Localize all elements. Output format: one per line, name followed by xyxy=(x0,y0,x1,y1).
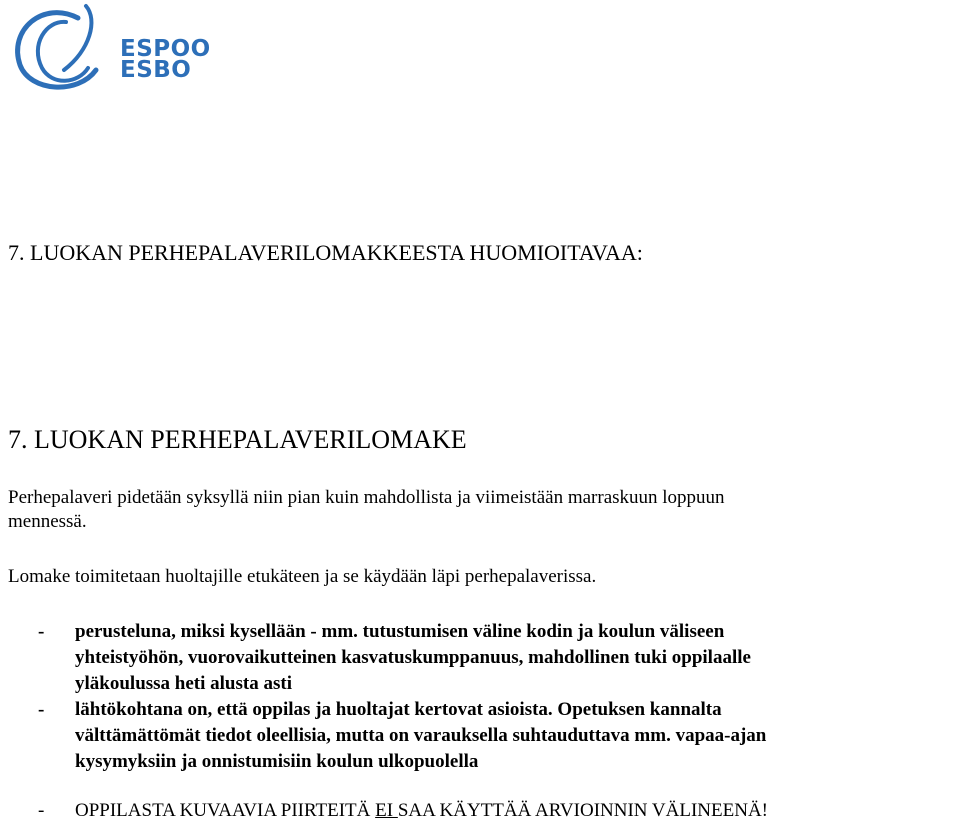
logo-line-esbo: ESBO xyxy=(120,57,192,83)
warning-line xyxy=(75,800,768,822)
warning-text-before: OPPILASTA KUVAAVIA PIIRTEITÄ xyxy=(75,800,376,821)
bullet-dash-1: - xyxy=(38,621,45,642)
espoo-logo xyxy=(8,0,211,100)
delivery-note: Lomake toimitetaan huoltajille etukäteen ja se käydään läpi perhepalaverissa. xyxy=(8,566,597,587)
bullet1-line-2: yhteistyöhön, vuorovaikutteinen kasvatuskumppanuus, mahdollinen tuki oppilaalle xyxy=(75,647,751,668)
bullet-dash-3: - xyxy=(38,800,45,821)
logo-line-espoo: ESPOO xyxy=(120,36,211,62)
bullet2-line-3: kysymyksiin ja onnistumisiin koulun ulkopuolella xyxy=(75,751,479,772)
warning-ei-underlined: EI xyxy=(375,800,398,821)
bullet1-line-3: yläkoulussa heti alusta asti xyxy=(75,673,292,694)
espoo-swirl-icon xyxy=(8,0,118,100)
bullet-dash-2: - xyxy=(38,699,45,720)
intro-line-2: mennessä. xyxy=(8,511,87,532)
intro-line-1: Perhepalaveri pidetään syksyllä niin pian kuin mahdollista ja viimeistään marraskuun loppuun xyxy=(8,487,725,508)
bullet1-line-1: perusteluna, miksi kysellään - mm. tutustumisen väline kodin ja koulun väliseen xyxy=(75,621,725,642)
form-title: 7. LUOKAN PERHEPALAVERILOMAKE xyxy=(8,425,467,454)
bullet2-line-1: lähtökohtana on, että oppilas ja huoltajat kertovat asioista. Opetuksen kannalta xyxy=(75,699,722,720)
section-heading-notes: 7. LUOKAN PERHEPALAVERILOMAKKEESTA HUOMIOITAVAA: xyxy=(8,240,643,265)
logo-wordmark xyxy=(120,36,211,83)
bullet2-line-2: välttämättömät tiedot oleellisia, mutta on varauksella suhtauduttava mm. vapaa-ajan xyxy=(75,725,767,746)
warning-text-after: SAA KÄYTTÄÄ ARVIOINNIN VÄLINEENÄ! xyxy=(397,800,769,821)
